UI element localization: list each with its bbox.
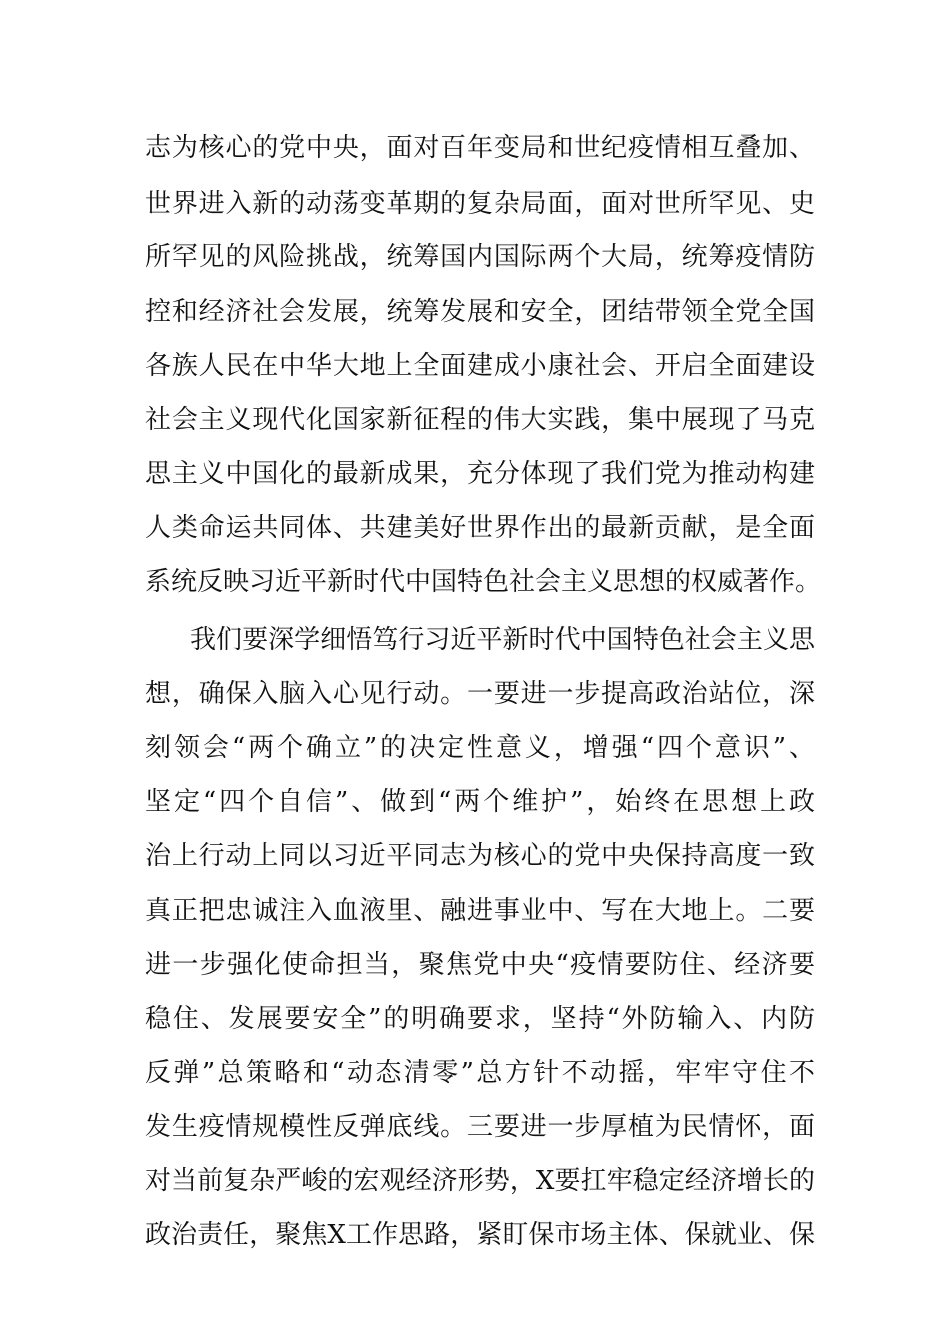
paragraph-line: 治上行动上同以习近平同志为核心的党中央保持高度一致 bbox=[145, 841, 815, 871]
paragraph-line: 系统反映习近平新时代中国特色社会主义思想的权威著作。 bbox=[145, 567, 822, 597]
paragraph-line: 社会主义现代化国家新征程的伟大实践，集中展现了马克 bbox=[145, 405, 815, 435]
paragraph-line: 想，确保入脑入心见行动。一要进一步提高政治站位，深 bbox=[145, 679, 815, 709]
paragraph-line: 进一步强化使命担当，聚焦党中央“疫情要防住、经济要 bbox=[145, 950, 815, 980]
paragraph-line: 人类命运共同体、共建美好世界作出的最新贡献，是全面 bbox=[145, 513, 815, 543]
paragraph-line: 刻领会“两个确立”的决定性意义，增强“四个意识”、 bbox=[145, 733, 815, 763]
paragraph-line: 思主义中国化的最新成果，充分体现了我们党为推动构建 bbox=[145, 459, 815, 489]
paragraph-line: 世界进入新的动荡变革期的复杂局面，面对世所罕见、史 bbox=[145, 189, 815, 219]
paragraph-line: 真正把忠诚注入血液里、融进事业中、写在大地上。二要 bbox=[145, 896, 815, 926]
paragraph-line: 政治责任，聚焦X工作思路，紧盯保市场主体、保就业、保 bbox=[145, 1220, 815, 1250]
paragraph-line: 所罕见的风险挑战，统筹国内国际两个大局，统筹疫情防 bbox=[145, 242, 815, 272]
paragraph-line: 发生疫情规模性反弹底线。三要进一步厚植为民情怀，面 bbox=[145, 1112, 815, 1142]
paragraph-line: 我们要深学细悟笃行习近平新时代中国特色社会主义思 bbox=[190, 625, 815, 655]
paragraph-line: 稳住、发展要安全”的明确要求，坚持“外防输入、内防 bbox=[145, 1004, 815, 1034]
paragraph-line: 控和经济社会发展，统筹发展和安全，团结带领全党全国 bbox=[145, 297, 815, 327]
paragraph-line: 坚定“四个自信”、做到“两个维护”，始终在思想上政 bbox=[145, 787, 815, 817]
paragraph-line: 反弹”总策略和“动态清零”总方针不动摇，牢牢守住不 bbox=[145, 1058, 815, 1088]
paragraph-line: 各族人民在中华大地上全面建成小康社会、开启全面建设 bbox=[145, 351, 815, 381]
paragraph-line: 对当前复杂严峻的宏观经济形势，X要扛牢稳定经济增长的 bbox=[145, 1166, 815, 1196]
paragraph-line: 志为核心的党中央，面对百年变局和世纪疫情相互叠加、 bbox=[145, 133, 815, 163]
